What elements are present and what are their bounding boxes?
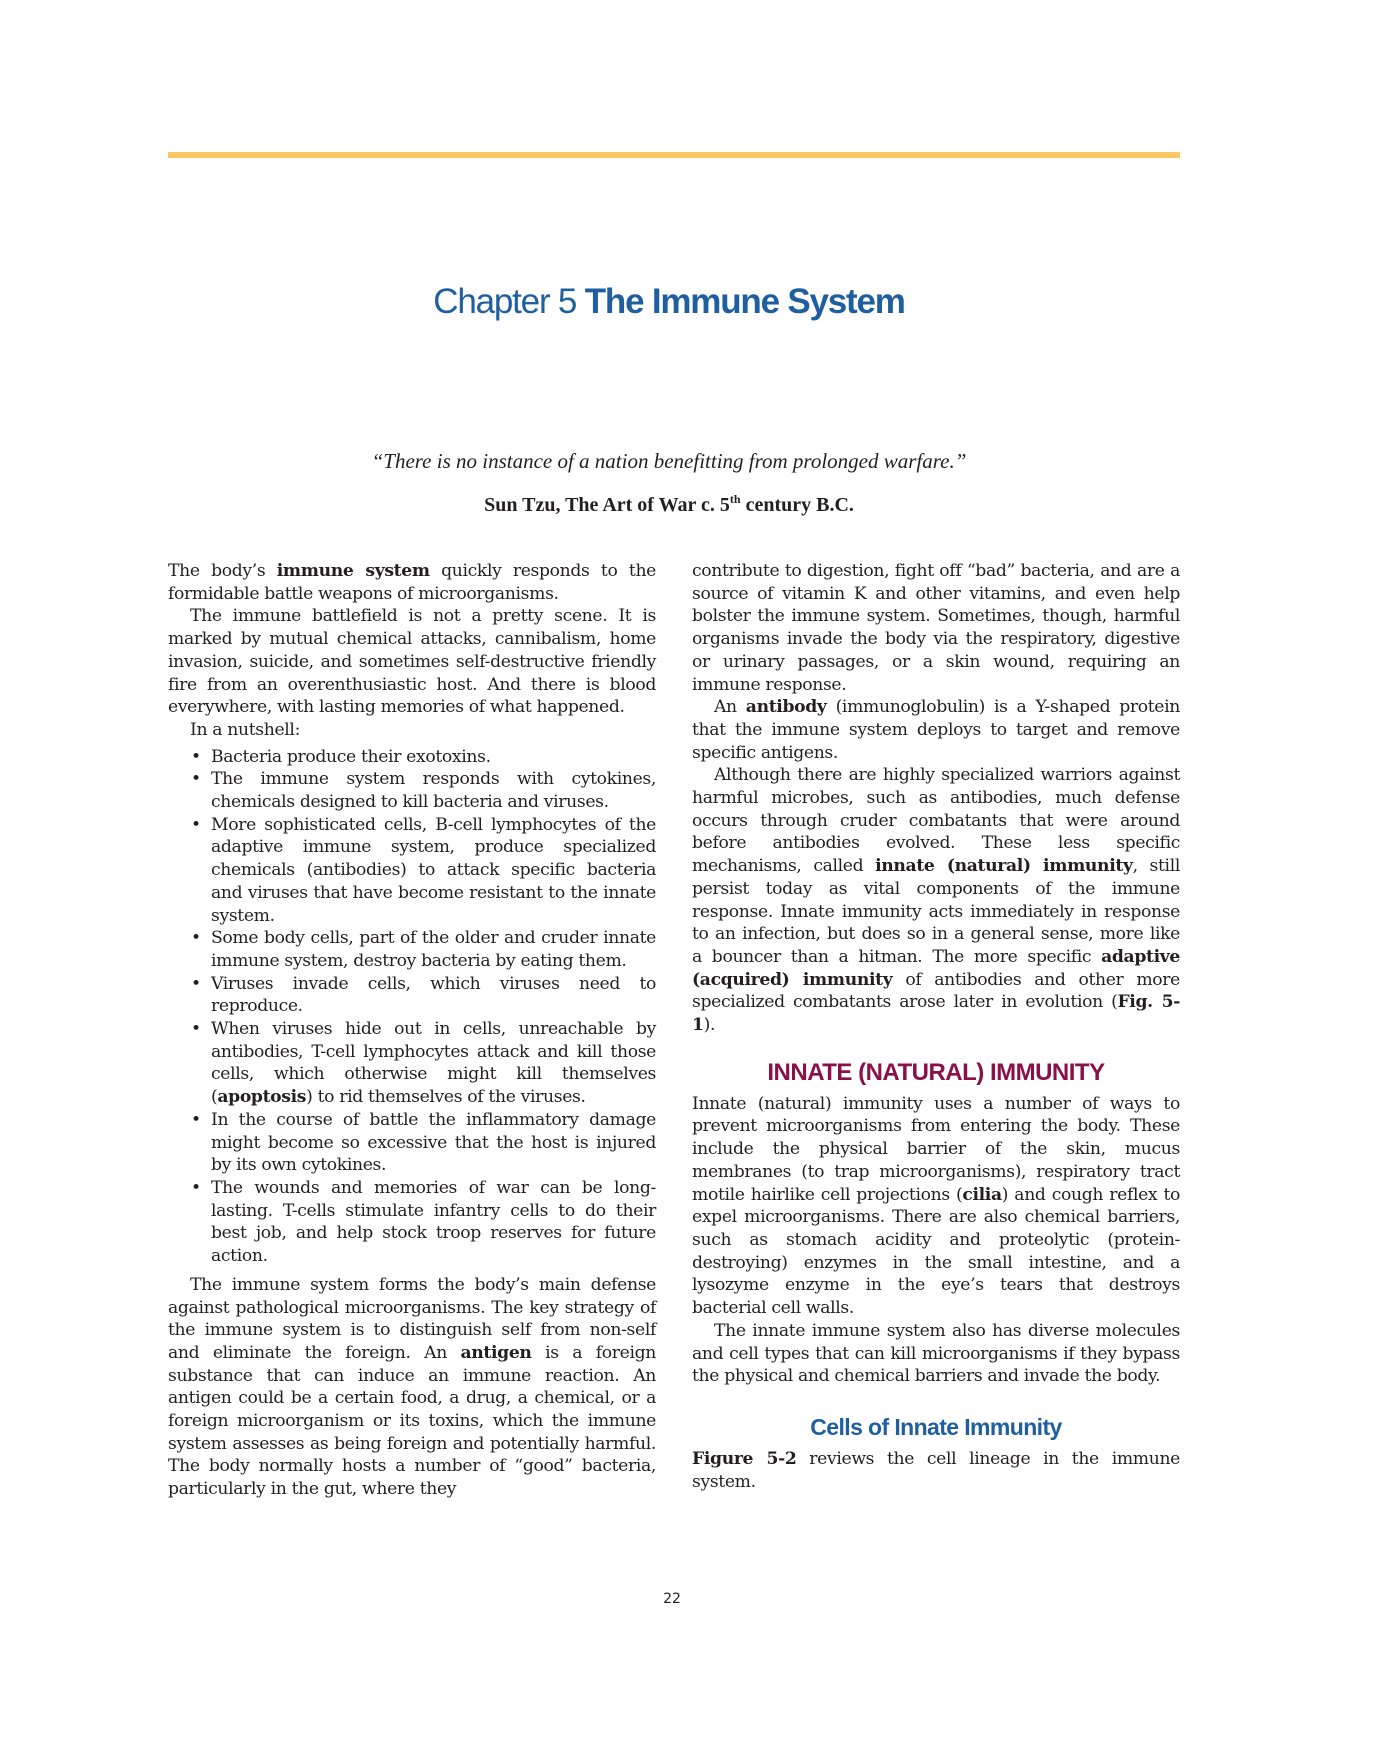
bullet-icon: • bbox=[191, 1109, 201, 1130]
section-heading: INNATE (NATURAL) IMMUNITY bbox=[767, 1058, 1105, 1086]
paragraph: The innate immune system also has diverse molecules and cell types that can kill microorganisms if they bypass the physical and chemical barriers and invade the body. bbox=[692, 1320, 1180, 1387]
bullet-list bbox=[168, 746, 656, 1268]
attribution-text: Sun Tzu, The Art of War c. 5 bbox=[484, 494, 730, 516]
figure-reference[interactable]: Fig. 5-1 bbox=[692, 992, 1180, 1036]
key-term: antigen bbox=[460, 1342, 532, 1363]
bullet-icon: • bbox=[191, 746, 201, 767]
chapter-title bbox=[0, 282, 1338, 322]
chapter-number: Chapter 5 bbox=[433, 282, 577, 321]
paragraph: Although there are highly specialized warriors against harmful microbes, such as antibodies, much defense occurs through cruder combatants that were around before antibodies evolved. These less specific mechanisms, called innate (natural) immunity, still persist today as vital components of the immune response. Innate immunity acts immediately in response to an infection, but does so in a general sense, more like a bouncer than a hitman. The more specific adaptive (acquired) immunity of antibodies and other more specialized combatants arose later in evolution (Fig. 5-1). bbox=[692, 765, 1180, 1036]
list-item: • More sophisticated cells, B-cell lymphocytes of the adaptive immune system, produce specialized chemicals (antibodies) to attack specific bacteria and viruses that have become resistant to the innate system. bbox=[191, 814, 656, 926]
attribution-text-end: century B.C. bbox=[740, 494, 854, 516]
paragraph: The immune system forms the body’s main defense against pathological microorganisms. The key strategy of the immune system is to distinguish self from non-self and eliminate the foreign. An antigen is a foreign substance that can induce an immune reaction. An antigen could be a certain food, a drug, a chemical, or a foreign microorganism or its toxins, which the immune system assesses as being foreign and potentially harmful. The body normally hosts a number of “good” bacteria, particularly in the gut, where they bbox=[168, 1274, 656, 1500]
list-item: • In the course of battle the inflammatory damage might become so excessive that the host is injured by its own cytokines. bbox=[191, 1109, 656, 1176]
list-item: • When viruses hide out in cells, unreachable by antibodies, T-cell lymphocytes attack and kill those cells, which otherwise might kill themselves (apoptosis) to rid themselves of the viruses. bbox=[191, 1019, 656, 1108]
page-number: 22 bbox=[663, 1591, 681, 1607]
chapter-top-rule bbox=[168, 152, 1180, 158]
bullet-icon: • bbox=[191, 1019, 201, 1040]
key-term: immune system bbox=[276, 561, 430, 581]
list-item: • The immune system responds with cytokines, chemicals designed to kill bacteria and viruses. bbox=[191, 769, 656, 813]
key-term: adaptive (acquired) immunity bbox=[692, 946, 1180, 990]
paragraph: In a nutshell: bbox=[190, 719, 301, 740]
bullet-icon: • bbox=[191, 769, 201, 790]
bullet-icon: • bbox=[191, 1177, 201, 1198]
key-term: innate (natural) immunity bbox=[875, 856, 1133, 877]
right-column bbox=[692, 560, 1180, 1493]
list-item: • Viruses invade cells, which viruses need to reproduce. bbox=[191, 973, 656, 1017]
paragraph: The body’s immune system quickly responds to the formidable battle weapons of microorganisms. bbox=[168, 561, 656, 604]
paragraph: An antibody (immunoglobulin) is a Y-shaped protein that the immune system deploys to target and remove specific antigens. bbox=[692, 697, 1180, 763]
epigraph-quote: “There is no instance of a nation benefitting from prolonged warfare.” bbox=[371, 449, 967, 473]
bullet-icon: • bbox=[191, 973, 201, 994]
epigraph-attribution bbox=[0, 494, 1338, 517]
key-term: apoptosis bbox=[217, 1087, 307, 1108]
key-term: cilia bbox=[962, 1184, 1002, 1205]
paragraph: Figure 5-2 reviews the cell lineage in the immune system. bbox=[692, 1448, 1180, 1492]
bullet-icon: • bbox=[191, 928, 201, 949]
list-item: • Some body cells, part of the older and cruder innate immune system, destroy bacteria by eating them. bbox=[191, 928, 656, 971]
paragraph: The immune battlefield is not a pretty scene. It is marked by mutual chemical attacks, cannibalism, home invasion, suicide, and sometimes self-destructive friendly fire from an overenthusiastic host. And there is blood everywhere, with lasting memories of what happened. bbox=[168, 606, 656, 718]
list-item: • Bacteria produce their exotoxins. bbox=[191, 746, 491, 767]
chapter-name: The Immune System bbox=[584, 282, 905, 321]
paragraph: Innate (natural) immunity uses a number of ways to prevent microorganisms from entering the body. These include the physical barrier of the skin, mucus membranes (to trap microorganisms), respiratory tract motile hairlike cell projections (cilia) and cough reflex to expel microorganisms. There are also chemical barriers, such as stomach acidity and proteolytic (protein-destroying) enzymes in the small intestine, and a lysozyme enzyme in the eye’s tears that destroys bacterial cell walls. bbox=[692, 1093, 1180, 1319]
key-term: antibody bbox=[745, 697, 827, 718]
subsection-heading: Cells of Innate Immunity bbox=[810, 1413, 1062, 1440]
attribution-superscript: th bbox=[729, 492, 741, 506]
left-column bbox=[168, 560, 656, 1501]
figure-reference[interactable]: Figure 5-2 bbox=[692, 1448, 797, 1469]
list-item: • The wounds and memories of war can be long-lasting. T-cells stimulate infantry cells to do their best job, and help stock troop reserves for future action. bbox=[191, 1177, 656, 1267]
paragraph: contribute to digestion, fight off “bad” bacteria, and are a source of vitamin K and other vitamins, and even help bolster the immune system. Sometimes, though, harmful organisms invade the body via the respiratory, digestive or urinary passages, or a skin wound, requiring an immune response. bbox=[692, 561, 1180, 695]
bullet-icon: • bbox=[191, 814, 201, 835]
